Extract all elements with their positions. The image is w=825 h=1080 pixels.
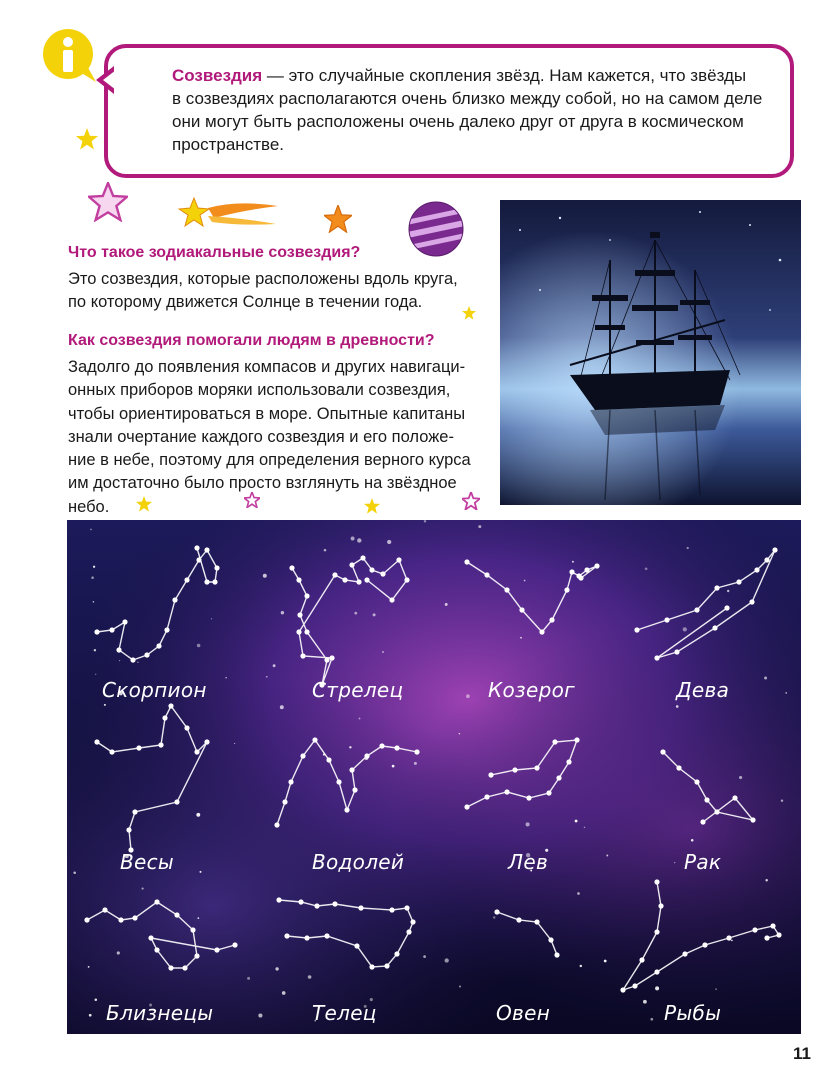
background-star [280, 705, 284, 709]
constellation-name-aquarius: Водолей [312, 850, 405, 874]
constellation-star [772, 547, 777, 552]
constellation-star [564, 587, 569, 592]
background-star [606, 855, 608, 857]
constellation-star [674, 649, 679, 654]
constellation-star [380, 571, 385, 576]
background-star [575, 820, 578, 823]
constellation-star [566, 759, 571, 764]
background-star [211, 618, 212, 619]
constellation-star [132, 809, 137, 814]
constellation-star [504, 789, 509, 794]
background-star [308, 975, 312, 979]
background-star [765, 879, 767, 881]
bubble-tail-inner [103, 70, 116, 90]
constellation-star [118, 917, 123, 922]
constellation-star [639, 957, 644, 962]
constellation-star [354, 943, 359, 948]
background-star [687, 547, 689, 549]
background-star [584, 827, 585, 828]
background-star [275, 967, 278, 970]
constellation-name-aries: Овен [496, 1001, 551, 1025]
constellation-star [660, 749, 665, 754]
background-star [731, 940, 733, 942]
background-star [655, 986, 659, 990]
definition-text [172, 64, 772, 156]
constellation-star [126, 827, 131, 832]
constellation-star [594, 563, 599, 568]
constellation-star [764, 935, 769, 940]
background-star [674, 862, 675, 863]
constellation-star [172, 597, 177, 602]
constellation-star [130, 657, 135, 662]
constellation-star [204, 547, 209, 552]
constellation-star [752, 927, 757, 932]
constellation-star [158, 742, 163, 747]
constellation-star [168, 965, 173, 970]
constellation-star [276, 897, 281, 902]
answer-zodiac: Это созвездия, которые расположены вдоль круга, по которому движется Солнце в течении года. [68, 270, 458, 312]
constellation-star [154, 947, 159, 952]
constellation-star [414, 749, 419, 754]
constellation-star [519, 607, 524, 612]
background-star [94, 649, 96, 651]
constellation-star [297, 612, 302, 617]
background-star [493, 916, 495, 918]
constellation-star [410, 919, 415, 924]
constellation-star [232, 942, 237, 947]
background-star [88, 966, 90, 968]
constellation-map [67, 520, 801, 1034]
constellation-star [369, 964, 374, 969]
background-star [445, 603, 448, 606]
constellation-star [342, 577, 347, 582]
constellation-star [190, 927, 195, 932]
constellation-star [654, 879, 659, 884]
constellation-star [162, 715, 167, 720]
constellation-star [109, 627, 114, 632]
constellation-star [764, 557, 769, 562]
constellation-name-gemini: Близнецы [106, 1001, 214, 1025]
constellation-star [288, 779, 293, 784]
constellation-star [654, 969, 659, 974]
constellation-star [702, 942, 707, 947]
constellation-star [332, 572, 337, 577]
background-star [104, 704, 106, 706]
background-star [117, 951, 120, 954]
constellation-star [148, 935, 153, 940]
background-star [247, 977, 250, 980]
background-star [785, 692, 787, 694]
background-star [354, 612, 357, 615]
constellation-star [312, 737, 317, 742]
constellation-star [484, 572, 489, 577]
constellation-star [389, 597, 394, 602]
background-star [91, 576, 94, 579]
definition-line-2: в созвездиях располагаются очень близко между собой, но на самом деле [172, 89, 763, 108]
constellation-star [304, 935, 309, 940]
constellation-star [214, 565, 219, 570]
constellation-star [569, 569, 574, 574]
background-star [466, 694, 470, 698]
background-star [324, 549, 327, 552]
constellation-star [534, 919, 539, 924]
constellation-star [712, 625, 717, 630]
background-star [142, 888, 144, 890]
constellation-star [694, 779, 699, 784]
constellation-star [549, 617, 554, 622]
background-star [90, 529, 92, 531]
constellation-star [274, 822, 279, 827]
constellation-star [326, 757, 331, 762]
constellation-star [556, 775, 561, 780]
definition-term: Созвездия [172, 66, 263, 85]
constellation-star [329, 655, 334, 660]
constellation-star [384, 963, 389, 968]
constellation-star [749, 599, 754, 604]
constellation-star [396, 557, 401, 562]
constellation-star [504, 587, 509, 592]
background-star [478, 525, 481, 528]
background-star [645, 567, 648, 570]
constellation-star [704, 797, 709, 802]
constellation-star [102, 907, 107, 912]
constellation-star [289, 565, 294, 570]
constellation-star [406, 929, 411, 934]
background-star [359, 718, 361, 720]
constellation-star [754, 567, 759, 572]
constellation-star [554, 952, 559, 957]
background-star [572, 561, 574, 563]
constellation-star [369, 567, 374, 572]
constellation-star [526, 795, 531, 800]
background-star [225, 677, 226, 678]
background-star [604, 960, 607, 963]
background-star [351, 537, 355, 541]
constellation-star [164, 627, 169, 632]
constellation-star [296, 629, 301, 634]
background-star [382, 651, 384, 653]
constellation-star [654, 929, 659, 934]
constellation-star [282, 799, 287, 804]
background-star [739, 776, 742, 779]
background-star [764, 677, 767, 680]
background-star [580, 965, 582, 967]
constellation-star [394, 745, 399, 750]
constellation-name-capricorn: Козерог [488, 678, 575, 702]
constellation-star [84, 917, 89, 922]
page-number: 11 [793, 1044, 811, 1063]
background-star [281, 611, 284, 614]
constellation-star [664, 617, 669, 622]
constellation-star [144, 652, 149, 657]
question-ancient: Как созвездия помогали людям в древности? [68, 332, 435, 349]
background-star [93, 566, 95, 568]
constellation-star [404, 905, 409, 910]
background-star [198, 917, 200, 919]
constellation-star [304, 629, 309, 634]
constellation-star [174, 912, 179, 917]
constellation-star [484, 794, 489, 799]
constellation-star [654, 655, 659, 660]
constellation-star [174, 799, 179, 804]
background-star [282, 991, 286, 995]
constellation-star [494, 909, 499, 914]
question-zodiac: Что такое зодиакальные созвездия? [68, 244, 361, 261]
constellation-star [168, 703, 173, 708]
constellation-star [332, 901, 337, 906]
constellation-name-scorpio: Скорпион [102, 678, 207, 702]
constellation-star [682, 951, 687, 956]
constellation-star [379, 743, 384, 748]
background-star [445, 958, 449, 962]
constellation-star [204, 579, 209, 584]
definition-line-1: — это случайные скопления звёзд. Нам кажется, что звёзды [262, 66, 747, 85]
constellation-name-libra: Весы [120, 850, 175, 874]
constellation-star [352, 787, 357, 792]
background-star [683, 627, 687, 631]
constellation-name-taurus: Телец [312, 1001, 377, 1025]
constellation-star [658, 903, 663, 908]
background-star [137, 662, 138, 663]
constellation-star [512, 767, 517, 772]
background-star [273, 664, 276, 667]
constellation-star [750, 817, 755, 822]
constellation-star [214, 947, 219, 952]
background-star [520, 637, 522, 639]
constellation-star [364, 753, 369, 758]
background-star [691, 839, 694, 842]
constellation-star [584, 567, 589, 572]
background-star [89, 1014, 92, 1017]
constellation-star [726, 935, 731, 940]
constellation-star [349, 767, 354, 772]
background-star [577, 892, 580, 895]
constellation-star [136, 745, 141, 750]
constellation-star [324, 933, 329, 938]
constellation-star [546, 790, 551, 795]
constellation-star [516, 917, 521, 922]
constellation-star [344, 807, 349, 812]
background-star [715, 988, 716, 989]
constellation-star [154, 899, 159, 904]
answer-ancient: Задолго до появления компасов и других навигаци- онных приборов моряки использовали созвездия, чтобы ориентироваться в море. Опытные капитаны знали очертание каждого созвездия и его положе- ние в небе, поэтому для определения верного курса им достаточно было просто взглянуть на звёздное небо. [68, 358, 471, 516]
constellation-star [296, 577, 301, 582]
constellation-star [356, 579, 361, 584]
constellation-name-leo: Лев [508, 850, 549, 874]
constellation-star [122, 619, 127, 624]
constellation-star [116, 647, 121, 652]
background-star [414, 762, 417, 765]
constellation-star [194, 749, 199, 754]
background-star [199, 871, 201, 873]
background-star [197, 644, 201, 648]
constellation-star [770, 923, 775, 928]
background-star [234, 743, 235, 744]
constellation-star [304, 593, 309, 598]
constellation-star [732, 795, 737, 800]
planet-icon [406, 200, 466, 258]
constellation-star [336, 779, 341, 784]
constellation-star [182, 965, 187, 970]
background-star [524, 580, 526, 582]
constellation-star [194, 545, 199, 550]
constellation-name-pisces: Рыбы [664, 1001, 722, 1025]
background-star [93, 601, 94, 602]
constellation-star [724, 605, 729, 610]
constellation-star [212, 579, 217, 584]
background-star [424, 520, 427, 523]
constellation-star [464, 559, 469, 564]
constellation-star [156, 643, 161, 648]
orange-star-icon [324, 205, 352, 233]
background-star [387, 540, 391, 544]
constellation-star [676, 765, 681, 770]
background-star [258, 1013, 262, 1017]
constellation-star [714, 585, 719, 590]
constellation-star [94, 629, 99, 634]
background-star [95, 998, 98, 1001]
background-star [196, 813, 200, 817]
constellation-star [196, 557, 201, 562]
background-star [119, 660, 120, 661]
constellation-star [184, 577, 189, 582]
constellation-star [394, 951, 399, 956]
tiny-star-icon [462, 306, 476, 320]
constellation-star [404, 577, 409, 582]
definition-line-3: они могут быть расположены очень далеко друг от друга в космическом [172, 112, 744, 131]
constellation-star [300, 653, 305, 658]
constellation-star [298, 899, 303, 904]
background-star [781, 799, 783, 801]
info-icon [42, 28, 98, 84]
constellation-star [324, 657, 329, 662]
background-star [423, 955, 426, 958]
definition-line-4: пространстве. [172, 135, 285, 154]
constellation-star [776, 932, 781, 937]
constellation-star [132, 915, 137, 920]
background-star [459, 733, 460, 734]
background-star [459, 986, 461, 988]
constellation-star [620, 987, 625, 992]
constellation-name-virgo: Дева [676, 678, 730, 702]
constellation-star [389, 907, 394, 912]
constellation-star [464, 804, 469, 809]
background-star [73, 871, 76, 874]
constellation-star [552, 739, 557, 744]
constellation-star [360, 555, 365, 560]
constellation-name-cancer: Рак [684, 850, 722, 874]
constellation-name-sagittarius: Стрелец [312, 678, 404, 702]
constellation-star [694, 607, 699, 612]
constellation-star [534, 765, 539, 770]
constellation-star [574, 737, 579, 742]
constellation-star [204, 739, 209, 744]
background-star [526, 822, 530, 826]
constellation-star [109, 749, 114, 754]
constellation-star [548, 937, 553, 942]
constellation-star [634, 627, 639, 632]
constellation-star [539, 629, 544, 634]
background-star [392, 765, 395, 768]
small-star-icon [76, 128, 98, 150]
background-star [650, 1018, 653, 1021]
constellation-star [700, 819, 705, 824]
background-star [727, 590, 729, 592]
background-star [357, 538, 361, 542]
background-star [643, 1000, 647, 1004]
background-star [263, 574, 267, 578]
constellation-star [714, 809, 719, 814]
ship-photo [500, 200, 801, 505]
background-star [266, 676, 268, 678]
constellation-star [94, 739, 99, 744]
constellation-star [314, 903, 319, 908]
comet-icon [178, 196, 280, 232]
constellation-star [736, 579, 741, 584]
constellation-star [578, 575, 583, 580]
constellation-star [284, 933, 289, 938]
constellation-star [349, 562, 354, 567]
constellation-star [300, 753, 305, 758]
constellation-star [632, 983, 637, 988]
background-star [349, 746, 351, 748]
constellation-star [358, 905, 363, 910]
background-star [373, 613, 376, 616]
constellation-star [194, 953, 199, 958]
constellation-star [184, 725, 189, 730]
pink-star-icon [88, 182, 128, 222]
background-star [676, 705, 679, 708]
background-star [95, 674, 96, 675]
constellation-star [488, 772, 493, 777]
constellation-star [364, 577, 369, 582]
